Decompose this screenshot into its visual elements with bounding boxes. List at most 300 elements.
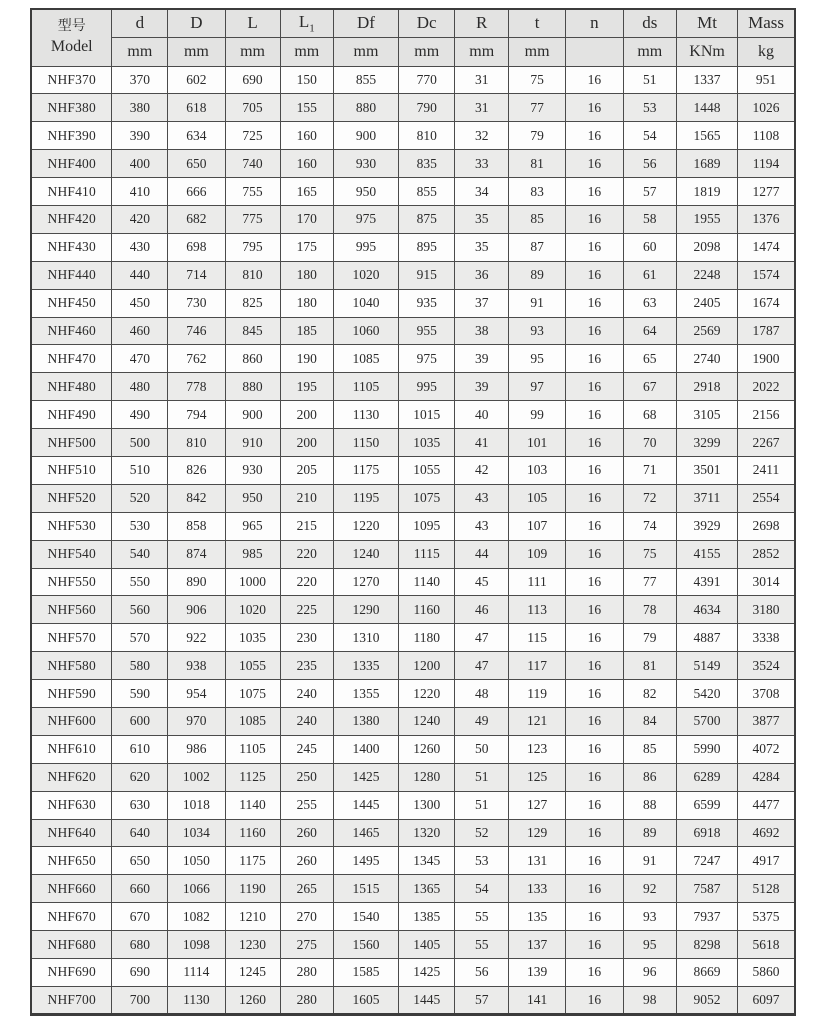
- cell-dc: 1280: [398, 763, 455, 791]
- cell-mass: 1900: [738, 345, 795, 373]
- table-row-nhf590: [31, 680, 795, 708]
- cell-dc: 895: [398, 233, 455, 261]
- cell-r: 32: [455, 122, 508, 150]
- cell-l1: 230: [280, 624, 333, 652]
- cell-ds: 82: [623, 680, 676, 708]
- col-header-d: D: [168, 9, 225, 37]
- cell-mass: 4072: [738, 735, 795, 763]
- cell-mt: 2098: [677, 233, 738, 261]
- cell-d: 1098: [168, 931, 225, 959]
- cell-df: 1355: [334, 680, 399, 708]
- cell-n: 16: [566, 707, 623, 735]
- model-name: NHF630: [31, 791, 112, 819]
- model-name: NHF400: [31, 150, 112, 178]
- cell-df: 1400: [334, 735, 399, 763]
- model-name: NHF600: [31, 707, 112, 735]
- cell-mt: 1448: [677, 94, 738, 122]
- cell-ds: 85: [623, 735, 676, 763]
- col-header-t: t: [508, 9, 565, 37]
- table-row-nhf530: [31, 512, 795, 540]
- cell-l1: 190: [280, 345, 333, 373]
- cell-n: 16: [566, 205, 623, 233]
- cell-r: 35: [455, 233, 508, 261]
- cell-mt: 3299: [677, 429, 738, 457]
- cell-l1: 160: [280, 122, 333, 150]
- model-name: NHF460: [31, 317, 112, 345]
- cell-ds: 51: [623, 66, 676, 94]
- cell-n: 16: [566, 345, 623, 373]
- cell-l: 825: [225, 289, 280, 317]
- cell-r: 31: [455, 66, 508, 94]
- cell-dc: 1015: [398, 401, 455, 429]
- cell-l: 1085: [225, 707, 280, 735]
- cell-dc: 1425: [398, 959, 455, 987]
- model-name: NHF580: [31, 652, 112, 680]
- cell-l: 740: [225, 150, 280, 178]
- cell-mass: 1674: [738, 289, 795, 317]
- col-unit-n: [566, 37, 623, 66]
- cell-t: 113: [508, 596, 565, 624]
- cell-mass: 6097: [738, 986, 795, 1014]
- model-name: NHF440: [31, 261, 112, 289]
- cell-t: 129: [508, 819, 565, 847]
- cell-df: 1425: [334, 763, 399, 791]
- cell-l: 755: [225, 178, 280, 206]
- cell-n: 16: [566, 596, 623, 624]
- cell-l: 690: [225, 66, 280, 94]
- cell-t: 109: [508, 540, 565, 568]
- cell-dc: 1300: [398, 791, 455, 819]
- cell-r: 49: [455, 707, 508, 735]
- cell-l1: 150: [280, 66, 333, 94]
- col-header-ds: ds: [623, 9, 676, 37]
- model-name: NHF510: [31, 456, 112, 484]
- cell-mt: 2569: [677, 317, 738, 345]
- model-name: NHF690: [31, 959, 112, 987]
- cell-n: 16: [566, 819, 623, 847]
- cell-mass: 5128: [738, 875, 795, 903]
- cell-df: 1310: [334, 624, 399, 652]
- cell-mt: 5990: [677, 735, 738, 763]
- cell-l1: 220: [280, 568, 333, 596]
- cell-l: 705: [225, 94, 280, 122]
- cell-mt: 2740: [677, 345, 738, 373]
- model-name: NHF680: [31, 931, 112, 959]
- cell-l1: 275: [280, 931, 333, 959]
- cell-t: 79: [508, 122, 565, 150]
- cell-mass: 2852: [738, 540, 795, 568]
- table-row-nhf650: [31, 847, 795, 875]
- cell-d: 954: [168, 680, 225, 708]
- cell-d: 682: [168, 205, 225, 233]
- cell-n: 16: [566, 959, 623, 987]
- cell-t: 91: [508, 289, 565, 317]
- cell-df: 1130: [334, 401, 399, 429]
- cell-ds: 63: [623, 289, 676, 317]
- table-row-nhf640: [31, 819, 795, 847]
- cell-dc: 975: [398, 345, 455, 373]
- cell-d: 730: [168, 289, 225, 317]
- col-header-mt: Mt: [677, 9, 738, 37]
- cell-l1: 155: [280, 94, 333, 122]
- cell-l: 1175: [225, 847, 280, 875]
- cell-l1: 245: [280, 735, 333, 763]
- cell-r: 43: [455, 484, 508, 512]
- cell-d: 938: [168, 652, 225, 680]
- cell-df: 1605: [334, 986, 399, 1014]
- cell-df: 1515: [334, 875, 399, 903]
- cell-n: 16: [566, 931, 623, 959]
- cell-r: 33: [455, 150, 508, 178]
- cell-mt: 6599: [677, 791, 738, 819]
- cell-r: 36: [455, 261, 508, 289]
- cell-mt: 7587: [677, 875, 738, 903]
- cell-l: 900: [225, 401, 280, 429]
- cell-t: 117: [508, 652, 565, 680]
- cell-dc: 1180: [398, 624, 455, 652]
- cell-d: 520: [112, 484, 168, 512]
- cell-t: 123: [508, 735, 565, 763]
- cell-n: 16: [566, 680, 623, 708]
- cell-dc: 1405: [398, 931, 455, 959]
- model-name: NHF500: [31, 429, 112, 457]
- cell-l1: 225: [280, 596, 333, 624]
- cell-d: 460: [112, 317, 168, 345]
- cell-n: 16: [566, 540, 623, 568]
- model-name: NHF670: [31, 903, 112, 931]
- cell-d: 550: [112, 568, 168, 596]
- cell-n: 16: [566, 429, 623, 457]
- cell-l: 950: [225, 484, 280, 512]
- model-name: NHF610: [31, 735, 112, 763]
- cell-df: 1220: [334, 512, 399, 540]
- cell-d: 400: [112, 150, 168, 178]
- cell-r: 55: [455, 903, 508, 931]
- cell-mt: 2918: [677, 373, 738, 401]
- cell-t: 111: [508, 568, 565, 596]
- cell-l: 985: [225, 540, 280, 568]
- cell-r: 44: [455, 540, 508, 568]
- cell-d: 890: [168, 568, 225, 596]
- cell-d: 602: [168, 66, 225, 94]
- cell-mass: 4917: [738, 847, 795, 875]
- cell-d: 1050: [168, 847, 225, 875]
- cell-dc: 1240: [398, 707, 455, 735]
- cell-l: 1125: [225, 763, 280, 791]
- cell-l: 1245: [225, 959, 280, 987]
- cell-l: 1055: [225, 652, 280, 680]
- cell-df: 1585: [334, 959, 399, 987]
- cell-ds: 72: [623, 484, 676, 512]
- cell-l: 725: [225, 122, 280, 150]
- cell-l1: 235: [280, 652, 333, 680]
- cell-r: 34: [455, 178, 508, 206]
- cell-l: 860: [225, 345, 280, 373]
- cell-d: 590: [112, 680, 168, 708]
- cell-df: 1540: [334, 903, 399, 931]
- model-name: NHF390: [31, 122, 112, 150]
- model-header-en: Model: [50, 38, 93, 56]
- cell-df: 975: [334, 205, 399, 233]
- cell-mt: 8298: [677, 931, 738, 959]
- cell-df: 1465: [334, 819, 399, 847]
- cell-mt: 3711: [677, 484, 738, 512]
- cell-r: 35: [455, 205, 508, 233]
- table-row-nhf490: [31, 401, 795, 429]
- cell-mt: 1689: [677, 150, 738, 178]
- cell-df: 995: [334, 233, 399, 261]
- cell-ds: 65: [623, 345, 676, 373]
- model-name: NHF480: [31, 373, 112, 401]
- cell-d: 762: [168, 345, 225, 373]
- cell-mass: 2411: [738, 456, 795, 484]
- cell-mt: 3105: [677, 401, 738, 429]
- table-row-nhf510: [31, 456, 795, 484]
- cell-d: 746: [168, 317, 225, 345]
- cell-ds: 79: [623, 624, 676, 652]
- col-unit-t: mm: [508, 37, 565, 66]
- cell-mt: 6289: [677, 763, 738, 791]
- cell-d: 700: [112, 986, 168, 1014]
- cell-n: 16: [566, 401, 623, 429]
- cell-r: 50: [455, 735, 508, 763]
- cell-t: 135: [508, 903, 565, 931]
- cell-l1: 195: [280, 373, 333, 401]
- cell-mass: 2554: [738, 484, 795, 512]
- cell-n: 16: [566, 791, 623, 819]
- model-name: NHF700: [31, 986, 112, 1014]
- cell-ds: 81: [623, 652, 676, 680]
- model-name: NHF450: [31, 289, 112, 317]
- header-row-units: [31, 37, 795, 66]
- cell-mt: 7247: [677, 847, 738, 875]
- cell-r: 38: [455, 317, 508, 345]
- cell-mass: 1194: [738, 150, 795, 178]
- cell-t: 95: [508, 345, 565, 373]
- cell-t: 137: [508, 931, 565, 959]
- table-row-nhf470: [31, 345, 795, 373]
- cell-dc: 1200: [398, 652, 455, 680]
- cell-mass: 1474: [738, 233, 795, 261]
- cell-mt: 1819: [677, 178, 738, 206]
- col-unit-df: mm: [334, 37, 399, 66]
- col-unit-d: mm: [112, 37, 168, 66]
- cell-df: 950: [334, 178, 399, 206]
- cell-n: 16: [566, 512, 623, 540]
- cell-d: 714: [168, 261, 225, 289]
- cell-n: 16: [566, 94, 623, 122]
- cell-n: 16: [566, 624, 623, 652]
- cell-mass: 3524: [738, 652, 795, 680]
- cell-d: 842: [168, 484, 225, 512]
- cell-d: 1082: [168, 903, 225, 931]
- cell-t: 101: [508, 429, 565, 457]
- cell-t: 105: [508, 484, 565, 512]
- cell-t: 97: [508, 373, 565, 401]
- cell-df: 1040: [334, 289, 399, 317]
- cell-n: 16: [566, 317, 623, 345]
- cell-ds: 56: [623, 150, 676, 178]
- cell-t: 125: [508, 763, 565, 791]
- cell-n: 16: [566, 763, 623, 791]
- cell-dc: 1445: [398, 986, 455, 1014]
- table-row-nhf370: [31, 66, 795, 94]
- cell-l: 965: [225, 512, 280, 540]
- cell-l: 1190: [225, 875, 280, 903]
- cell-dc: 770: [398, 66, 455, 94]
- cell-d: 470: [112, 345, 168, 373]
- cell-d: 450: [112, 289, 168, 317]
- cell-l: 845: [225, 317, 280, 345]
- cell-t: 81: [508, 150, 565, 178]
- cell-r: 31: [455, 94, 508, 122]
- table-row-nhf460: [31, 317, 795, 345]
- cell-dc: 1095: [398, 512, 455, 540]
- cell-l1: 280: [280, 959, 333, 987]
- cell-l1: 270: [280, 903, 333, 931]
- cell-ds: 71: [623, 456, 676, 484]
- cell-mass: 3180: [738, 596, 795, 624]
- cell-d: 370: [112, 66, 168, 94]
- cell-mt: 1337: [677, 66, 738, 94]
- cell-l1: 250: [280, 763, 333, 791]
- cell-d: 630: [112, 791, 168, 819]
- col-unit-mt: KNm: [677, 37, 738, 66]
- cell-l1: 215: [280, 512, 333, 540]
- cell-df: 1270: [334, 568, 399, 596]
- cell-ds: 54: [623, 122, 676, 150]
- cell-t: 121: [508, 707, 565, 735]
- model-name: NHF550: [31, 568, 112, 596]
- cell-l1: 175: [280, 233, 333, 261]
- model-name: NHF380: [31, 94, 112, 122]
- cell-df: 930: [334, 150, 399, 178]
- cell-df: 1175: [334, 456, 399, 484]
- cell-d: 1002: [168, 763, 225, 791]
- cell-df: 880: [334, 94, 399, 122]
- cell-dc: 1075: [398, 484, 455, 512]
- cell-df: 1020: [334, 261, 399, 289]
- cell-r: 57: [455, 986, 508, 1014]
- cell-dc: 915: [398, 261, 455, 289]
- table-row-nhf570: [31, 624, 795, 652]
- cell-t: 127: [508, 791, 565, 819]
- cell-mt: 3929: [677, 512, 738, 540]
- cell-mass: 1026: [738, 94, 795, 122]
- cell-r: 54: [455, 875, 508, 903]
- col-header-d: d: [112, 9, 168, 37]
- col-header-l1: $L_1$: [280, 9, 333, 37]
- col-unit-mass: kg: [738, 37, 795, 66]
- cell-df: 1495: [334, 847, 399, 875]
- cell-n: 16: [566, 456, 623, 484]
- cell-t: 115: [508, 624, 565, 652]
- cell-df: 1195: [334, 484, 399, 512]
- col-unit-d: mm: [168, 37, 225, 66]
- cell-ds: 77: [623, 568, 676, 596]
- cell-ds: 89: [623, 819, 676, 847]
- cell-mass: 2698: [738, 512, 795, 540]
- cell-df: 855: [334, 66, 399, 94]
- table-row-nhf690: [31, 959, 795, 987]
- cell-n: 16: [566, 373, 623, 401]
- cell-n: 16: [566, 261, 623, 289]
- cell-t: 107: [508, 512, 565, 540]
- model-name: NHF490: [31, 401, 112, 429]
- cell-l: 775: [225, 205, 280, 233]
- cell-r: 52: [455, 819, 508, 847]
- table-row-nhf420: [31, 205, 795, 233]
- cell-ds: 91: [623, 847, 676, 875]
- cell-mt: 2248: [677, 261, 738, 289]
- cell-d: 1018: [168, 791, 225, 819]
- cell-t: 119: [508, 680, 565, 708]
- cell-mass: 1574: [738, 261, 795, 289]
- cell-dc: 875: [398, 205, 455, 233]
- table-row-nhf480: [31, 373, 795, 401]
- cell-d: 810: [168, 429, 225, 457]
- model-name: NHF570: [31, 624, 112, 652]
- col-header-mass: Mass: [738, 9, 795, 37]
- cell-d: 906: [168, 596, 225, 624]
- cell-ds: 75: [623, 540, 676, 568]
- cell-ds: 84: [623, 707, 676, 735]
- cell-l1: 205: [280, 456, 333, 484]
- cell-dc: 790: [398, 94, 455, 122]
- cell-dc: 955: [398, 317, 455, 345]
- table-row-nhf390: [31, 122, 795, 150]
- cell-d: 670: [112, 903, 168, 931]
- cell-l: 1210: [225, 903, 280, 931]
- model-name: NHF660: [31, 875, 112, 903]
- model-column-header: [31, 9, 112, 66]
- cell-df: 1290: [334, 596, 399, 624]
- cell-l: 880: [225, 373, 280, 401]
- table-row-nhf540: [31, 540, 795, 568]
- cell-mass: 2267: [738, 429, 795, 457]
- cell-mass: 1376: [738, 205, 795, 233]
- cell-t: 83: [508, 178, 565, 206]
- cell-r: 45: [455, 568, 508, 596]
- cell-d: 698: [168, 233, 225, 261]
- cell-l: 1020: [225, 596, 280, 624]
- cell-mass: 3338: [738, 624, 795, 652]
- table-row-nhf380: [31, 94, 795, 122]
- cell-l1: 170: [280, 205, 333, 233]
- cell-r: 47: [455, 652, 508, 680]
- cell-l1: 265: [280, 875, 333, 903]
- col-unit-r: mm: [455, 37, 508, 66]
- cell-d: 666: [168, 178, 225, 206]
- cell-l1: 200: [280, 429, 333, 457]
- cell-n: 16: [566, 652, 623, 680]
- cell-mt: 5420: [677, 680, 738, 708]
- cell-n: 16: [566, 289, 623, 317]
- cell-dc: 1345: [398, 847, 455, 875]
- model-name: NHF620: [31, 763, 112, 791]
- cell-df: 1560: [334, 931, 399, 959]
- cell-ds: 61: [623, 261, 676, 289]
- cell-d: 510: [112, 456, 168, 484]
- cell-mt: 4391: [677, 568, 738, 596]
- cell-mass: 3708: [738, 680, 795, 708]
- cell-mass: 2022: [738, 373, 795, 401]
- cell-n: 16: [566, 178, 623, 206]
- table-row-nhf520: [31, 484, 795, 512]
- col-unit-l1: mm: [280, 37, 333, 66]
- cell-t: 133: [508, 875, 565, 903]
- cell-t: 87: [508, 233, 565, 261]
